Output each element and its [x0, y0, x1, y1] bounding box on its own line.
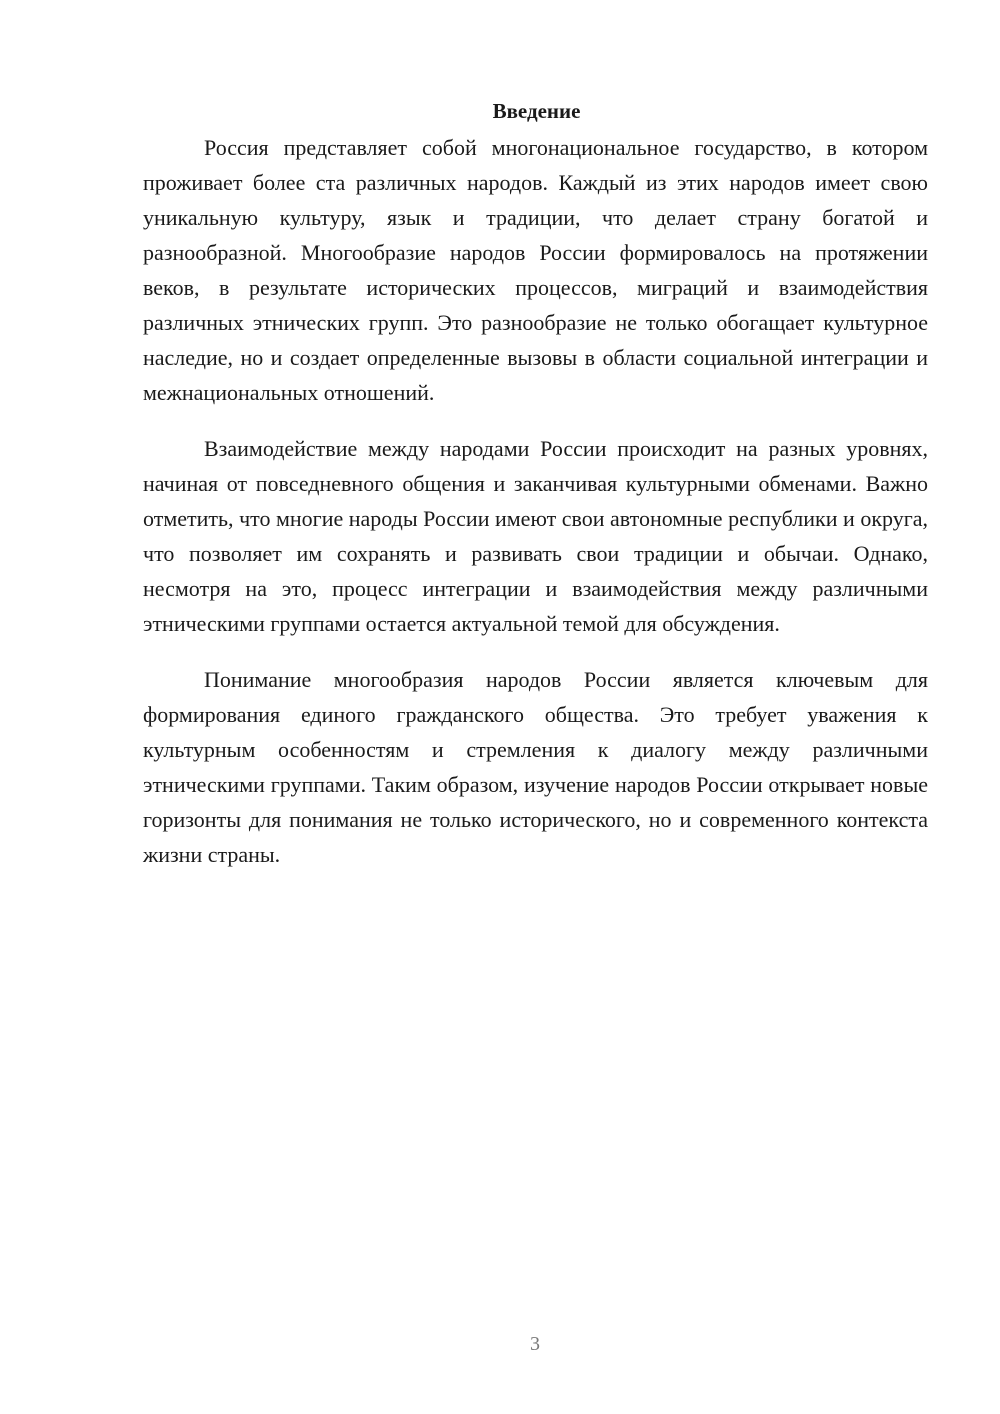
paragraph-3: Понимание многообразия народов России является ключевым для формирования единого гражданского общества. Это требует уважения к культурным особенностям и стремления к диалогу между различными этническими группами. Таким образом, изучение народов России открывает новые горизонты для понимания не только исторического, но и современного контекста жизни страны. — [143, 667, 928, 867]
document-body — [143, 96, 928, 872]
paragraph-2: Взаимодействие между народами России происходит на разных уровнях, начиная от повседневного общения и заканчивая культурными обменами. Важно отметить, что многие народы России имеют свои автономные республики и округа, что позволяет им сохранять и развивать свои традиции и обычаи. Однако, несмотря на это, процесс интеграции и взаимодействия между различными этническими группами остается актуальной темой для обсуждения. — [143, 436, 928, 636]
page-number: 3 — [530, 1333, 540, 1355]
paragraph-1: Россия представляет собой многонациональное государство, в котором проживает более ста различных народов. Каждый из этих народов имеет свою уникальную культуру, язык и традиции, что делает страну богатой и разнообразной. Многообразие народов России формировалось на протяжении веков, в результате исторических процессов, миграций и взаимодействия различных этнических групп. Это разнообразие не только обогащает культурное наследие, но и создает определенные вызовы в области социальной интеграции и межнациональных отношений. — [143, 135, 928, 405]
page-title: Введение — [492, 99, 581, 123]
